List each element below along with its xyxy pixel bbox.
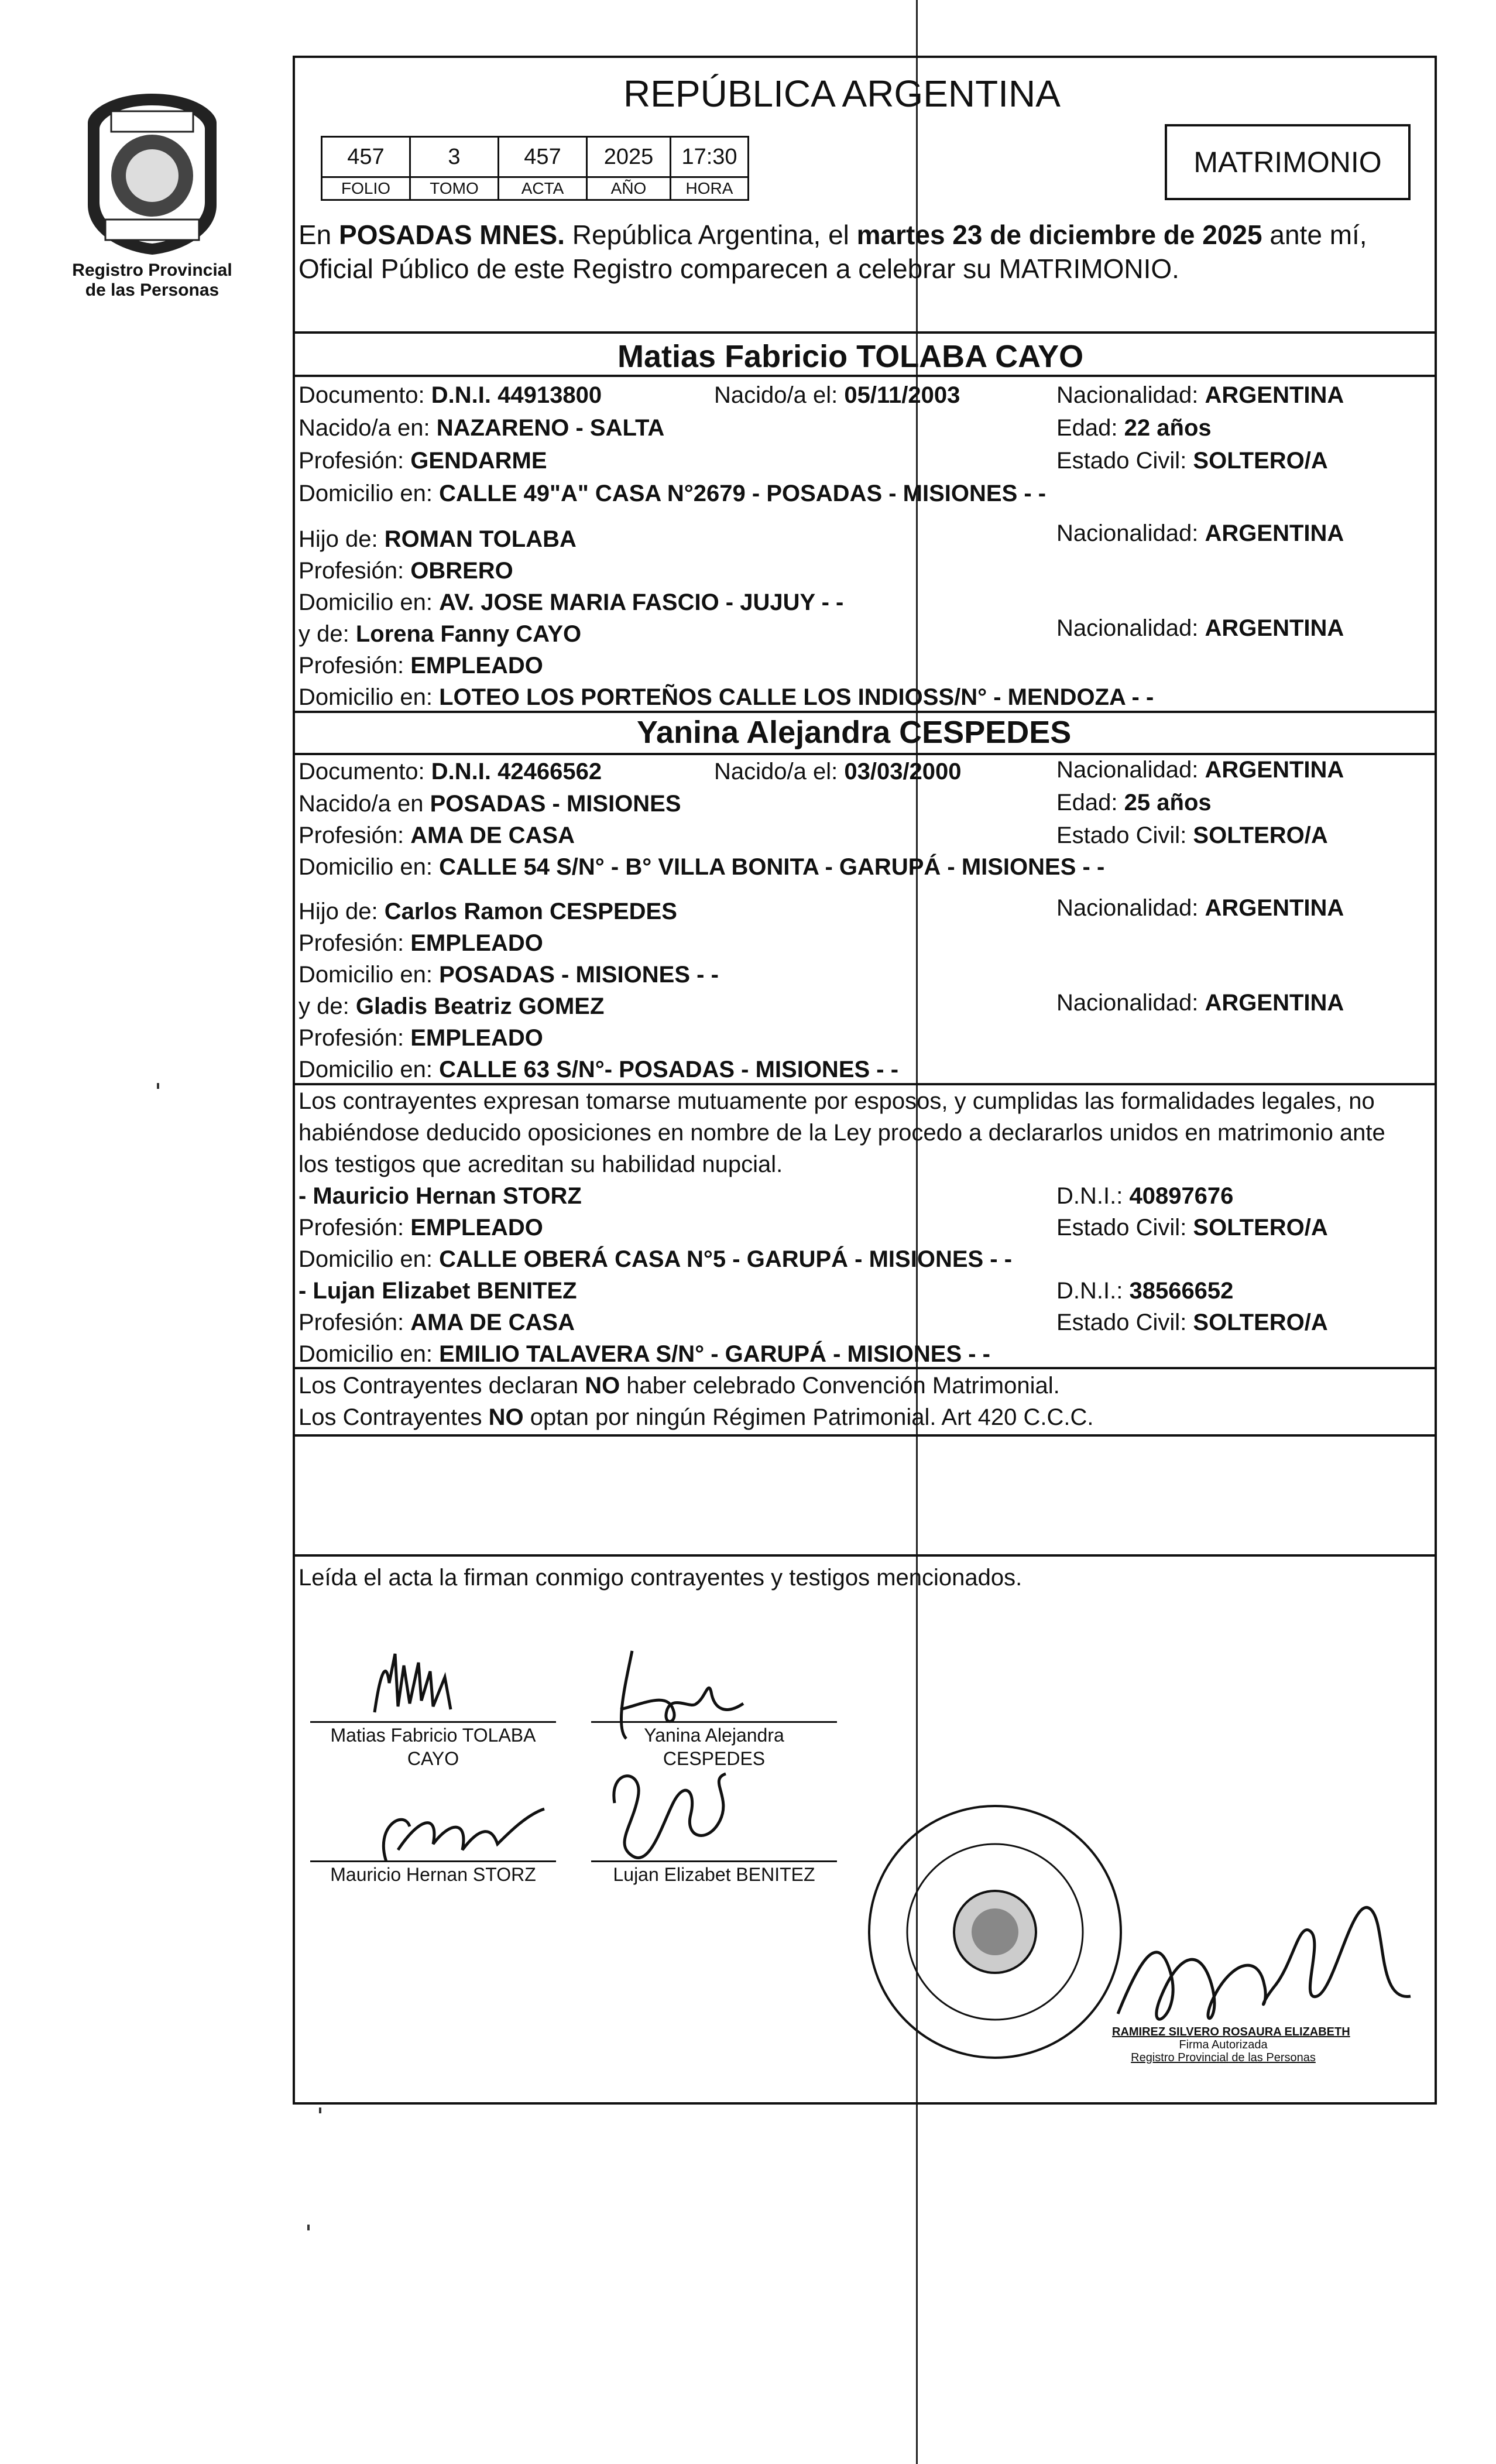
divider xyxy=(293,1554,1437,1557)
groom-born: Nacido/a el: 05/11/2003 xyxy=(714,382,960,408)
bride-age: Edad: 25 años xyxy=(1056,790,1212,815)
registry-table xyxy=(321,136,749,201)
groom-birthplace: Nacido/a en: NAZARENO - SALTA xyxy=(298,415,665,441)
groom-mother-profession: Profesión: EMPLEADO xyxy=(298,653,543,678)
witness2-dni: D.N.I.: 38566652 xyxy=(1056,1278,1234,1304)
closing-statement: Leída el acta la firman conmigo contrayentes y testigos mencionados. xyxy=(298,1565,1023,1591)
folio-value: 457 xyxy=(322,137,410,177)
divider xyxy=(293,331,1437,334)
bride-signature-line xyxy=(591,1721,837,1723)
witness1-dni: D.N.I.: 40897676 xyxy=(1056,1183,1234,1209)
anio-value: 2025 xyxy=(587,137,671,177)
groom-mother: y de: Lorena Fanny CAYO xyxy=(298,621,582,647)
folio-label: FOLIO xyxy=(322,177,410,200)
groom-nationality: Nacionalidad: ARGENTINA xyxy=(1056,382,1344,408)
witness1-profession: Profesión: EMPLEADO xyxy=(298,1215,543,1240)
anio-label: AÑO xyxy=(587,177,671,200)
bride-signature-caption: Yanina Alejandra CESPEDES xyxy=(644,1725,784,1769)
groom-father-address: Domicilio en: AV. JOSE MARIA FASCIO - JUJUY - - xyxy=(298,590,844,615)
act-type-box: MATRIMONIO xyxy=(1165,124,1411,200)
witness2-profession: Profesión: AMA DE CASA xyxy=(298,1310,575,1335)
groom-mother-address: Domicilio en: LOTEO LOS PORTEÑOS CALLE LOS INDIOSS/N° - MENDOZA - - xyxy=(298,684,1154,710)
groom-address: Domicilio en: CALLE 49"A" CASA N°2679 - POSADAS - MISIONES - - xyxy=(298,481,1046,506)
divider xyxy=(293,1083,1437,1085)
witness1-name: - Mauricio Hernan STORZ xyxy=(298,1183,582,1209)
declaration-line-2: habiéndose deducido oposiciones en nombre de la Ley procedo a declararlos unidos en matrimonio ante xyxy=(298,1120,1385,1146)
divider xyxy=(293,711,1437,713)
witness2-name: - Lujan Elizabet BENITEZ xyxy=(298,1278,577,1304)
divider xyxy=(293,1434,1437,1437)
witness2-civil-status: Estado Civil: SOLTERO/A xyxy=(1056,1310,1328,1335)
acta-value: 457 xyxy=(499,137,587,177)
groom-signature-caption: Matias Fabricio TOLABA CAYO xyxy=(330,1725,536,1769)
bride-mother-profession: Profesión: EMPLEADO xyxy=(298,1025,543,1051)
bride-nationality: Nacionalidad: ARGENTINA xyxy=(1056,757,1344,783)
groom-civil-status: Estado Civil: SOLTERO/A xyxy=(1056,448,1328,474)
declaration-line-1: Los contrayentes expresan tomarse mutuamente por esposos, y cumplidas las formalidades legales, no xyxy=(298,1088,1375,1114)
witness1-signature-line xyxy=(310,1860,556,1862)
hora-value: 17:30 xyxy=(671,137,749,177)
scan-speck xyxy=(157,1083,159,1089)
groom-father: Hijo de: ROMAN TOLABA xyxy=(298,526,577,552)
regime-statement: Los Contrayentes NO optan por ningún Régimen Patrimonial. Art 420 C.C.C. xyxy=(298,1404,1094,1430)
witness2-signature-line xyxy=(591,1860,837,1862)
groom-father-nationality: Nacionalidad: ARGENTINA xyxy=(1056,520,1344,546)
bride-birthplace: Nacido/a en POSADAS - MISIONES xyxy=(298,791,681,817)
bride-father-address: Domicilio en: POSADAS - MISIONES - - xyxy=(298,962,719,988)
groom-age: Edad: 22 años xyxy=(1056,415,1212,441)
groom-father-profession: Profesión: OBRERO xyxy=(298,558,513,584)
divider xyxy=(293,375,1437,377)
groom-document: Documento: D.N.I. 44913800 xyxy=(298,382,602,408)
declaration-line-3: los testigos que acreditan su habilidad nupcial. xyxy=(298,1152,783,1177)
divider xyxy=(293,1367,1437,1369)
scan-speck xyxy=(319,2107,321,2113)
witness2-signature xyxy=(591,1756,743,1873)
bride-father-profession: Profesión: EMPLEADO xyxy=(298,930,543,956)
bride-mother-address: Domicilio en: CALLE 63 S/N°- POSADAS - MISIONES - - xyxy=(298,1057,899,1082)
registry-caption: Registro Provincial de las Personas xyxy=(72,261,232,300)
witness2-signature-caption: Lujan Elizabet BENITEZ xyxy=(613,1864,815,1885)
scan-speck xyxy=(307,2225,310,2230)
groom-mother-nationality: Nacionalidad: ARGENTINA xyxy=(1056,615,1344,641)
bride-document: Documento: D.N.I. 42466562 xyxy=(298,759,602,784)
witness1-signature-caption: Mauricio Hernan STORZ xyxy=(330,1864,536,1885)
bride-profession: Profesión: AMA DE CASA xyxy=(298,823,575,848)
groom-signature xyxy=(363,1648,468,1730)
bride-father: Hijo de: Carlos Ramon CESPEDES xyxy=(298,899,677,924)
bride-civil-status: Estado Civil: SOLTERO/A xyxy=(1056,823,1328,848)
acta-label: ACTA xyxy=(499,177,587,200)
hora-label: HORA xyxy=(671,177,749,200)
convention-statement: Los Contrayentes declaran NO haber celebrado Convención Matrimonial. xyxy=(298,1373,1060,1399)
groom-name: Matias Fabricio TOLABA CAYO xyxy=(617,339,1084,374)
witness1-civil-status: Estado Civil: SOLTERO/A xyxy=(1056,1215,1328,1240)
groom-profession: Profesión: GENDARME xyxy=(298,448,547,474)
bride-born: Nacido/a el: 03/03/2000 xyxy=(714,759,962,784)
groom-signature-line xyxy=(310,1721,556,1723)
bride-mother-nationality: Nacionalidad: ARGENTINA xyxy=(1056,990,1344,1016)
registry-logo xyxy=(76,88,228,258)
tomo-label: TOMO xyxy=(410,177,499,200)
official-stamp xyxy=(860,1797,1130,2067)
page-title: REPÚBLICA ARGENTINA xyxy=(623,73,1061,115)
intro-line-2: Oficial Público de este Registro comparecen a celebrar su MATRIMONIO. xyxy=(298,253,1179,284)
official-seal: RAMIREZ SILVERO ROSAURA ELIZABETH Firma Autorizada Registro Provincial de las Personas xyxy=(1112,2026,1350,2064)
witness1-address: Domicilio en: CALLE OBERÁ CASA N°5 - GARUPÁ - MISIONES - - xyxy=(298,1246,1013,1272)
tomo-value: 3 xyxy=(410,137,499,177)
bride-name: Yanina Alejandra CESPEDES xyxy=(637,715,1072,750)
witness2-address: Domicilio en: EMILIO TALAVERA S/N° - GARUPÁ - MISIONES - - xyxy=(298,1341,990,1367)
bride-father-nationality: Nacionalidad: ARGENTINA xyxy=(1056,895,1344,921)
intro-line-1: En POSADAS MNES. República Argentina, el martes 23 de diciembre de 2025 ante mí, xyxy=(298,220,1367,250)
bride-address: Domicilio en: CALLE 54 S/N° - B° VILLA BONITA - GARUPÁ - MISIONES - - xyxy=(298,854,1105,880)
bride-mother: y de: Gladis Beatriz GOMEZ xyxy=(298,993,605,1019)
